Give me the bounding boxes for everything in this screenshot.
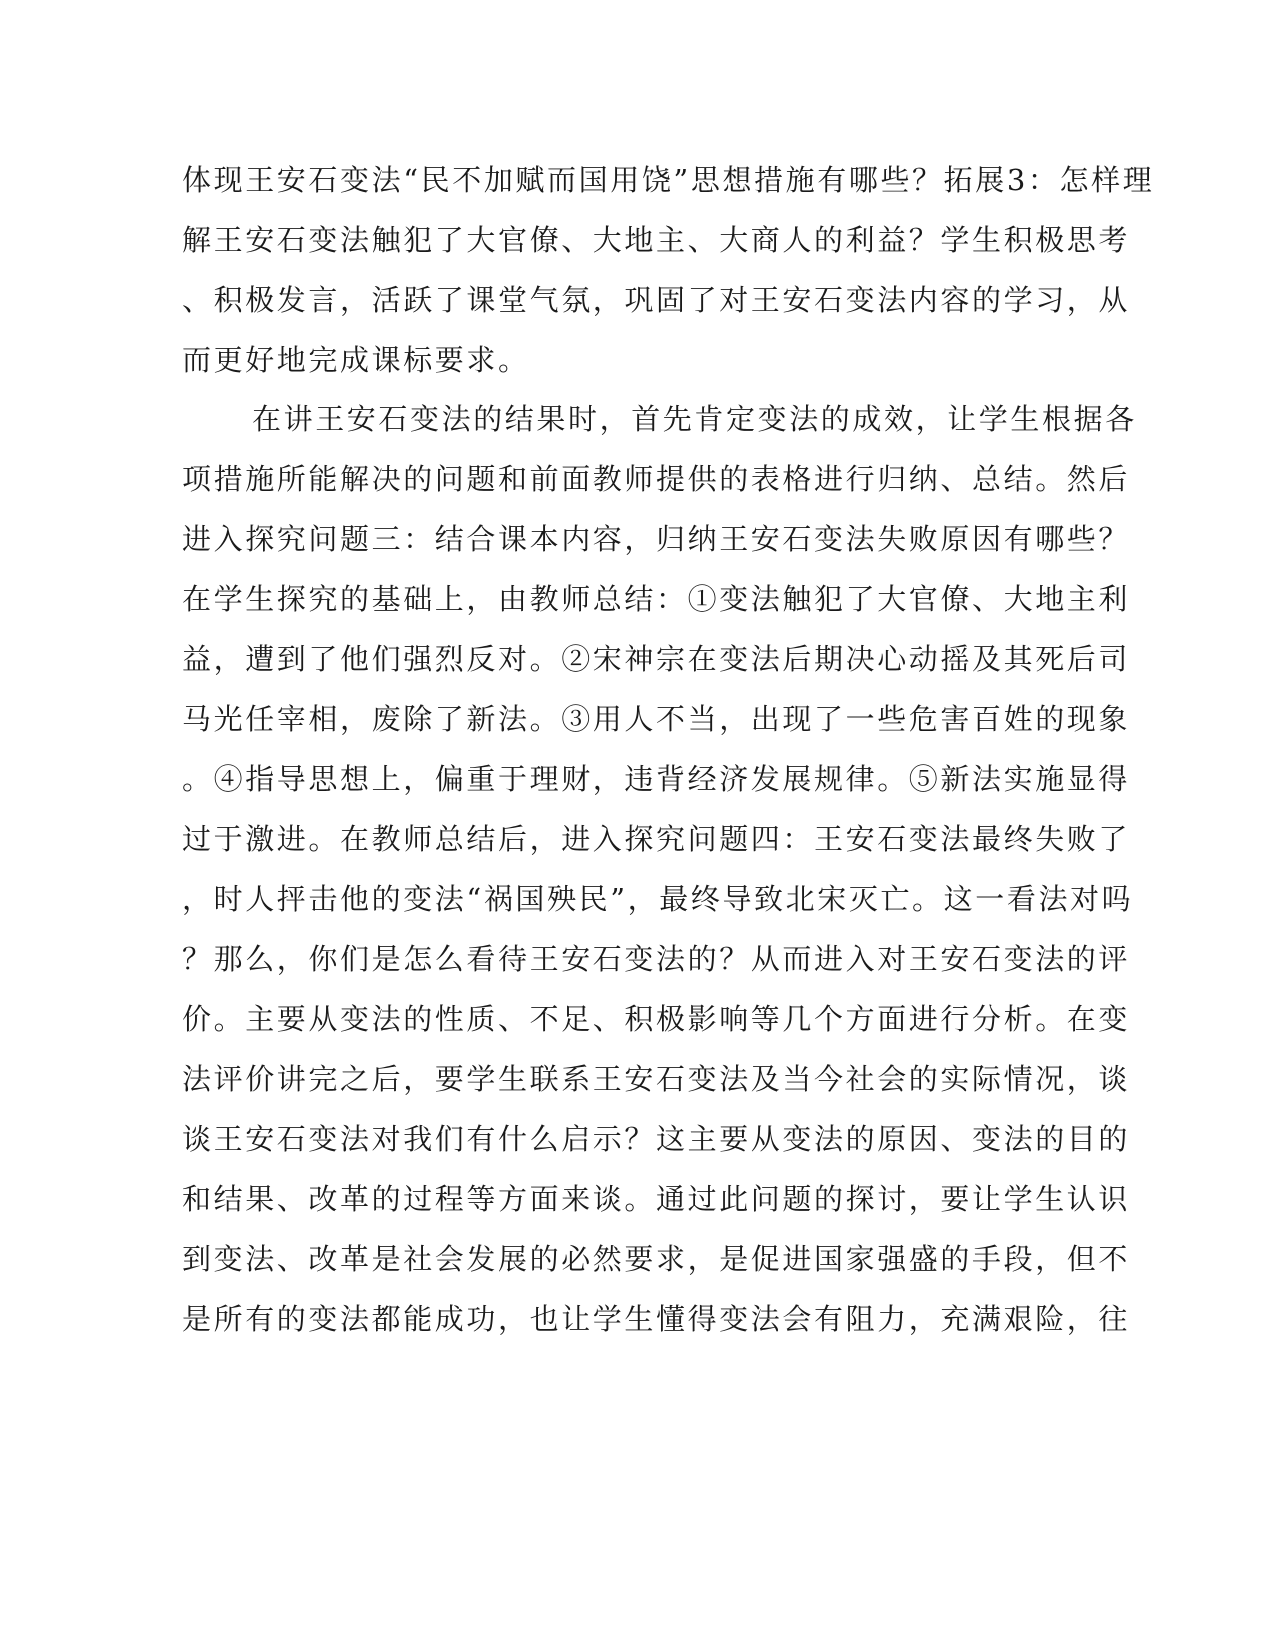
text-line: 项措施所能解决的问题和前面教师提供的表格进行归纳、总结。然后 — [182, 462, 1131, 496]
text-line: 谈王安石变法对我们有什么启示？这主要从变法的原因、变法的目的 — [182, 1122, 1131, 1156]
paragraph-2 — [182, 397, 1137, 1357]
text-line: 到变法、改革是社会发展的必然要求，是促进国家强盛的手段，但不 — [182, 1242, 1131, 1276]
text-line: 益，遭到了他们强烈反对。②宋神宗在变法后期决心动摇及其死后司 — [182, 642, 1131, 676]
text-line: 马光任宰相，废除了新法。③用人不当，出现了一些危害百姓的现象 — [182, 702, 1131, 736]
text-line: 而更好地完成课标要求。 — [182, 343, 530, 377]
text-line: 进入探究问题三：结合课本内容，归纳王安石变法失败原因有哪些？ — [182, 522, 1131, 556]
text-line: 体现王安石变法“民不加赋而国用饶”思想措施有哪些？拓展3：怎样理 — [182, 163, 1155, 197]
text-line: ？那么，你们是怎么看待王安石变法的？从而进入对王安石变法的评 — [182, 942, 1131, 976]
text-line: ，时人抨击他的变法“祸国殃民”，最终导致北宋灭亡。这一看法对吗 — [182, 882, 1134, 916]
text-line: 价。主要从变法的性质、不足、积极影响等几个方面进行分析。在变 — [182, 1002, 1131, 1036]
text-line: 解王安石变法触犯了大官僚、大地主、大商人的利益？学生积极思考 — [182, 223, 1131, 257]
paragraph-1 — [182, 158, 1155, 398]
text-line: 、积极发言，活跃了课堂气氛，巩固了对王安石变法内容的学习，从 — [182, 283, 1131, 317]
text-line: 。④指导思想上，偏重于理财，违背经济发展规律。⑤新法实施显得 — [182, 762, 1131, 796]
text-line: 在学生探究的基础上，由教师总结：①变法触犯了大官僚、大地主利 — [182, 582, 1131, 616]
text-line: 过于激进。在教师总结后，进入探究问题四：王安石变法最终失败了 — [182, 822, 1131, 856]
text-line: 在讲王安石变法的结果时，首先肯定变法的成效，让学生根据各 — [252, 402, 1137, 436]
text-line: 和结果、改革的过程等方面来谈。通过此问题的探讨，要让学生认识 — [182, 1182, 1131, 1216]
text-line: 是所有的变法都能成功，也让学生懂得变法会有阻力，充满艰险，往 — [182, 1302, 1131, 1336]
text-line: 法评价讲完之后，要学生联系王安石变法及当今社会的实际情况，谈 — [182, 1062, 1131, 1096]
